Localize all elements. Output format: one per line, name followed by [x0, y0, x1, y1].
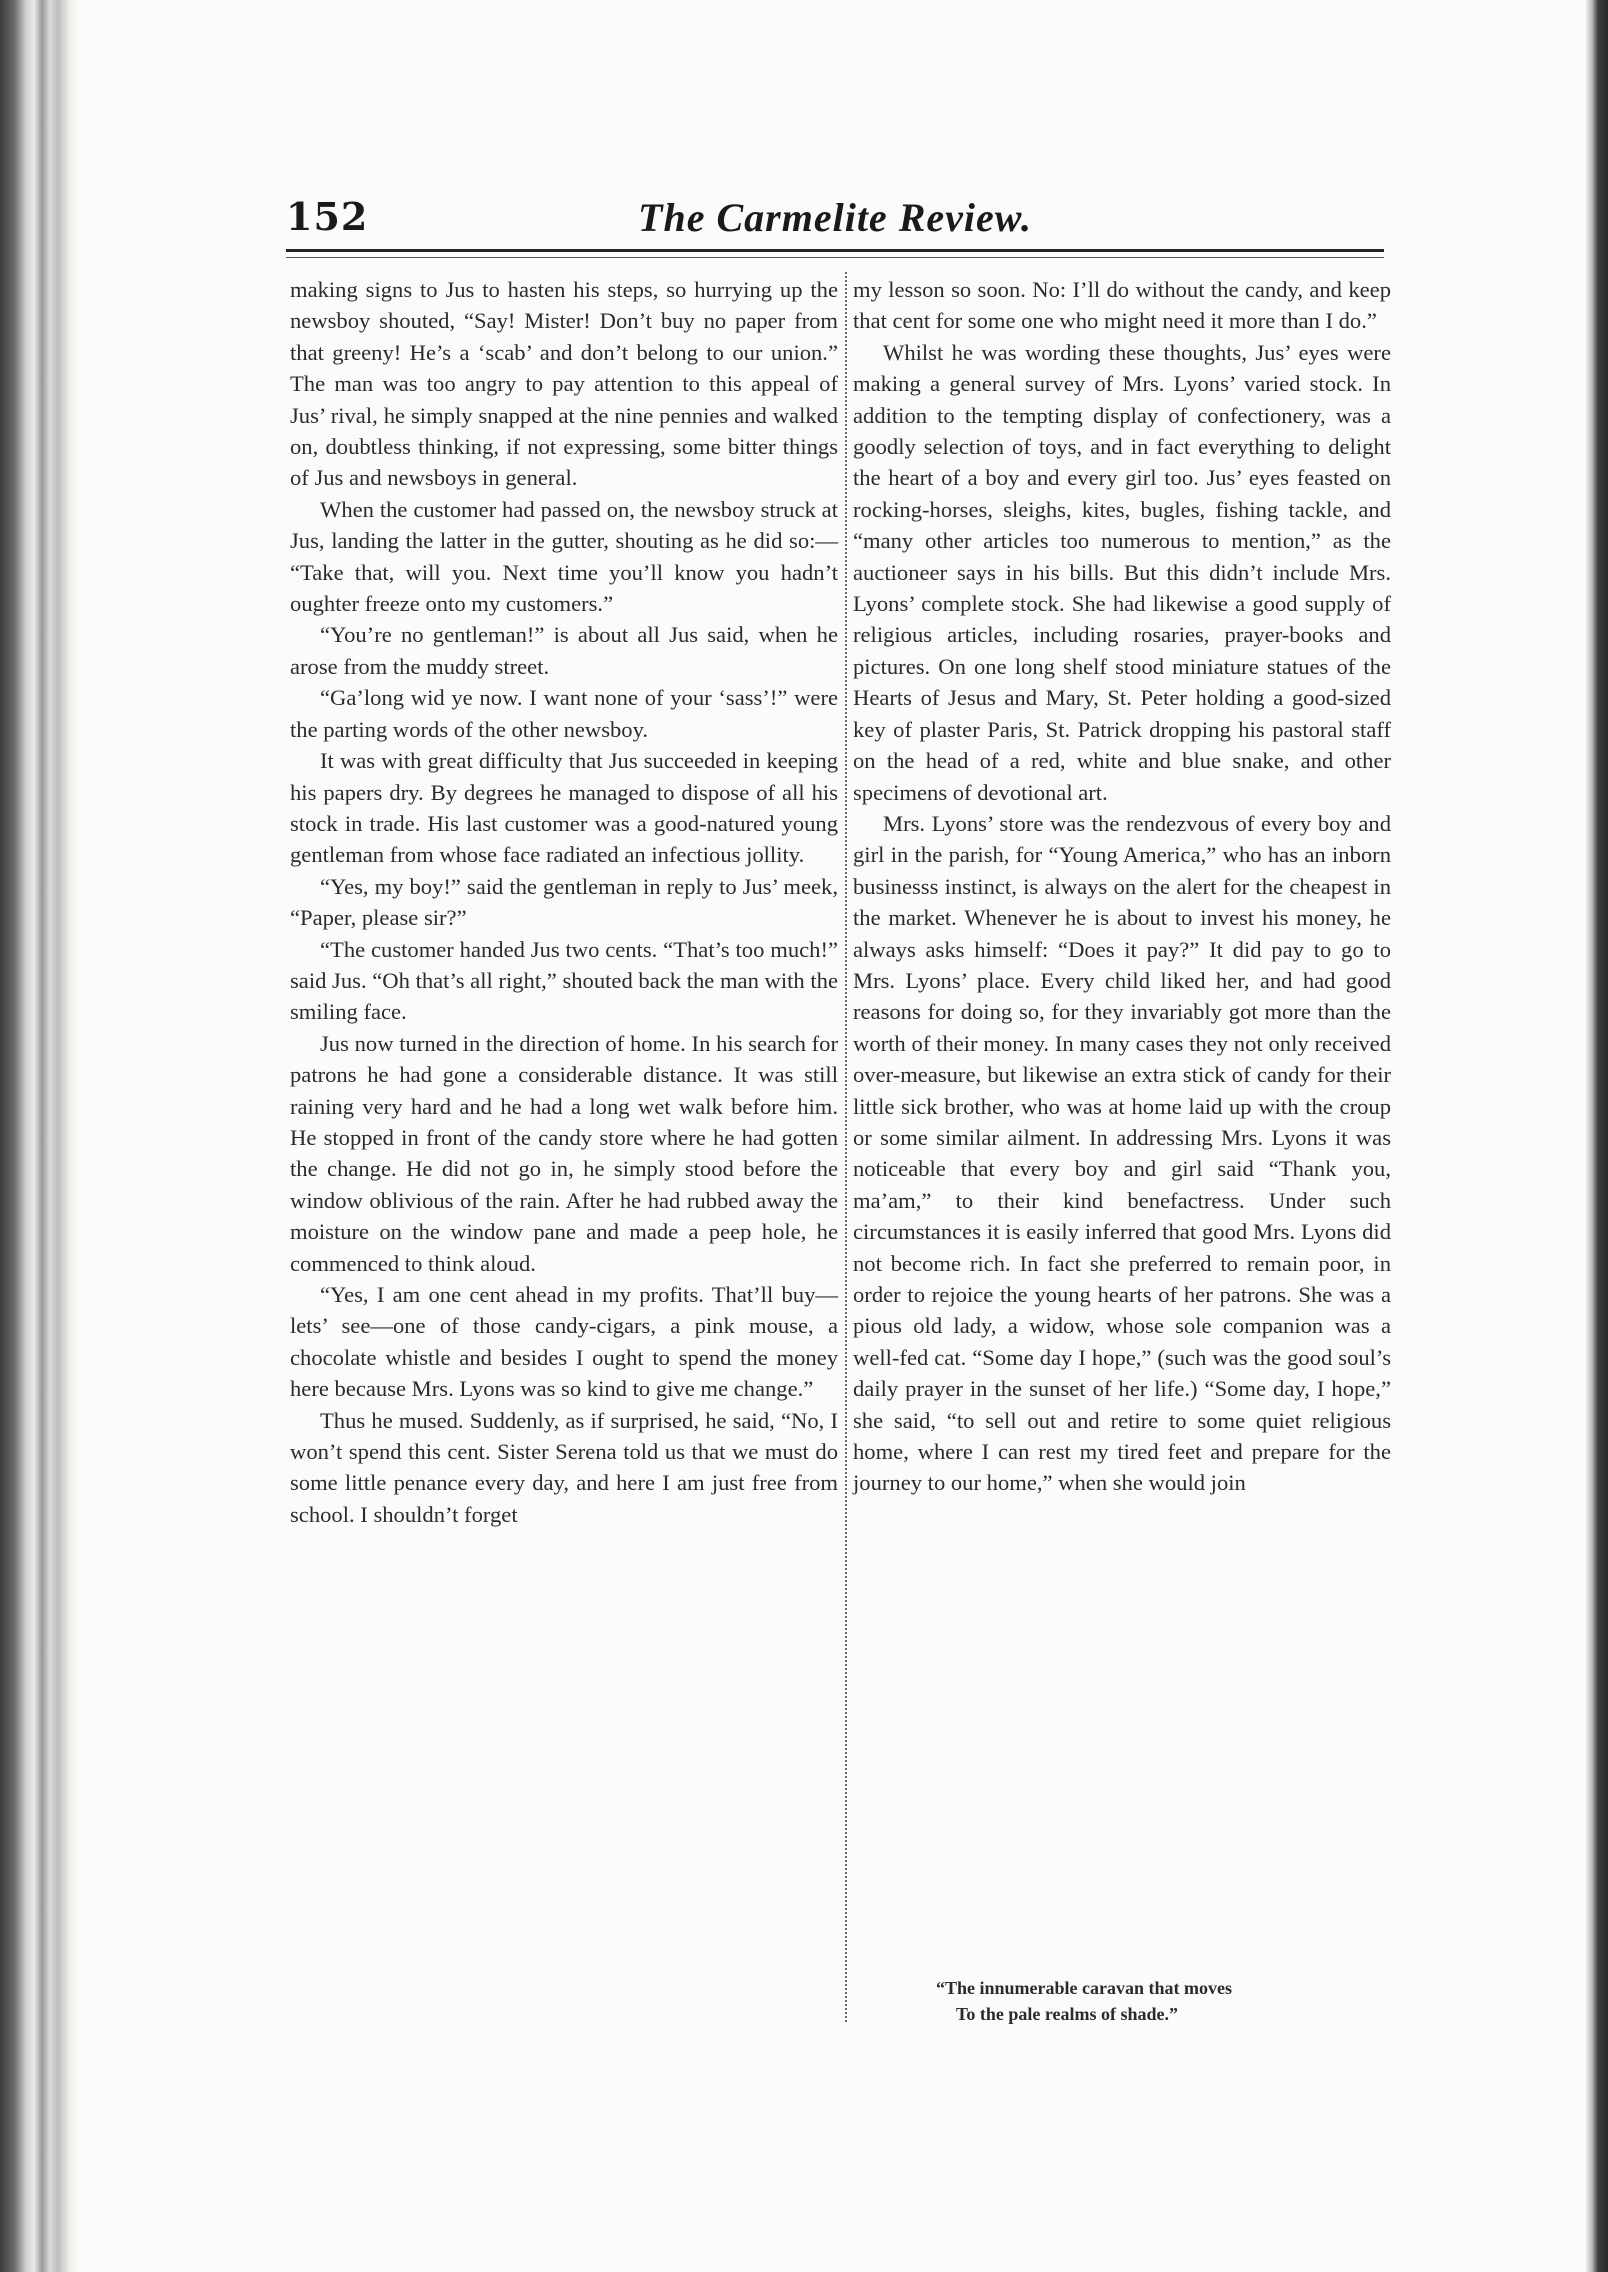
- running-title: The Carmelite Review.: [638, 195, 1032, 240]
- header-rule-thin: [286, 257, 1384, 258]
- paragraph: When the customer had passed on, the newsboy struck at Jus, landing the latter in the gutter, shouting as he did so:— “Take that, will you. Next time you’ll know you hadn’t oughter freeze onto my customers.”: [290, 496, 838, 617]
- book-binding-left: [0, 0, 78, 2272]
- left-column: [290, 274, 838, 1530]
- paragraph: Thus he mused. Suddenly, as if surprised, he said, “No, I won’t spend this cent. Sister Serena told us that we must do some little penance every day, and here I am just free from school. I shouldn’t forget: [290, 1407, 838, 1527]
- paragraph: Jus now turned in the direction of home. In his search for patrons he had gone a considerable distance. It was still raining very hard and he had a long wet walk before him. He stopped in front of the candy store where he had gotten the change. He did not go in, he simply stood before the window oblivious of the rain. After he had rubbed away the moisture on the window pane and made a peep hole, he commenced to think aloud.: [290, 1030, 838, 1276]
- paragraph: Mrs. Lyons’ store was the rendezvous of every boy and girl in the parish, for “Young America,” who has an inborn businesss instinct, is always on the alert for the cheapest in the market. Whenever he is about to invest his money, he always asks himself: “Does it pay?” It did pay to go to Mrs. Lyons’ place. Every child liked her, and had good reasons for doing so, for they invariably got more than the worth of their money. In many cases they not only received over-measure, but likewise an extra stick of candy for their little sick brother, who was at home laid up with the croup or some similar ailment. In addressing Mrs. Lyons it was noticeable that every boy and girl said “Thank you, ma’am,” to their kind benefactress. Under such circumstances it is easily inferred that good Mrs. Lyons did not become rich. In fact she preferred to remain poor, in order to rejoice the young hearts of her patrons. She was a pious old lady, a widow, whose sole companion was a well-fed cat. “Some day I hope,” (such was the good soul’s daily prayer in the sunset of her life.) “Some day, I hope,” she said, “to sell out and retire to some quiet religious home, where I can rest my tired feet and prepare for the journey to our home,” when she would join: [853, 810, 1391, 1496]
- running-header: [286, 194, 1384, 244]
- paragraph: my lesson so soon. No: I’ll do without the candy, and keep that cent for some one who might need it more than I do.”: [853, 277, 1391, 334]
- column-divider: [845, 272, 847, 2022]
- page-edge-right: [1586, 0, 1608, 2272]
- quote-line-2: To the pale realms of shade.”: [956, 2004, 1179, 2024]
- paragraph: “You’re no gentleman!” is about all Jus said, when he arose from the muddy street.: [290, 622, 838, 679]
- paragraph: It was with great difficulty that Jus succeeded in keeping his papers dry. By degrees he managed to dispose of all his stock in trade. His last customer was a good-natured young gentleman from whose face radiated an infectious jollity.: [290, 748, 838, 868]
- paragraph: “The customer handed Jus two cents. “That’s too much!” said Jus. “Oh that’s all right,” shouted back the man with the smiling face.: [290, 936, 838, 1025]
- paragraph: “Ga’long wid ye now. I want none of your ‘sass’!” were the parting words of the other newsboy.: [290, 685, 838, 742]
- page-number: 152: [286, 194, 369, 239]
- paragraph: making signs to Jus to hasten his steps, so hurrying up the newsboy shouted, “Say! Mister! Don’t buy no paper from that greeny! He’s a ‘scab’ and don’t belong to our union.” The man was too angry to pay attention to this appeal of Jus’ rival, he simply snapped at the nine pennies and walked on, doubtless thinking, if not expressing, some bitter things of Jus and newsboys in general.: [290, 277, 838, 491]
- paragraph: “Yes, my boy!” said the gentleman in reply to Jus’ meek, “Paper, please sir?”: [290, 873, 838, 931]
- header-rule-thick: [286, 249, 1384, 252]
- right-column: [853, 274, 1391, 1499]
- paragraph: “Yes, I am one cent ahead in my profits. That’ll buy—lets’ see—one of those candy-cigars, a pink mouse, a chocolate whistle and besides I ought to spend the money here because Mrs. Lyons was so kind to give me change.”: [290, 1282, 838, 1402]
- poem-quote: [936, 1975, 1366, 2027]
- quote-line-1: “The innumerable caravan that moves: [936, 1978, 1232, 1998]
- paragraph: Whilst he was wording these thoughts, Jus’ eyes were making a general survey of Mrs. Lyons’ varied stock. In addition to the tempting display of confectionery, was a goodly selection of toys, and in fact everything to delight the heart of a boy and every girl too. Jus’ eyes feasted on rocking-horses, sleighs, kites, bugles, fishing tackle, and “many other articles too numerous to mention,” as the auctioneer says in his bills. But this didn’t include Mrs. Lyons’ complete stock. She had likewise a good supply of religious articles, including rosaries, prayer-books and pictures. On one long shelf stood miniature statues of the Hearts of Jesus and Mary, St. Peter holding a good-sized key of plaster Paris, St. Patrick dropping his pastoral staff on the head of a red, white and blue snake, and other specimens of devotional art.: [853, 339, 1391, 805]
